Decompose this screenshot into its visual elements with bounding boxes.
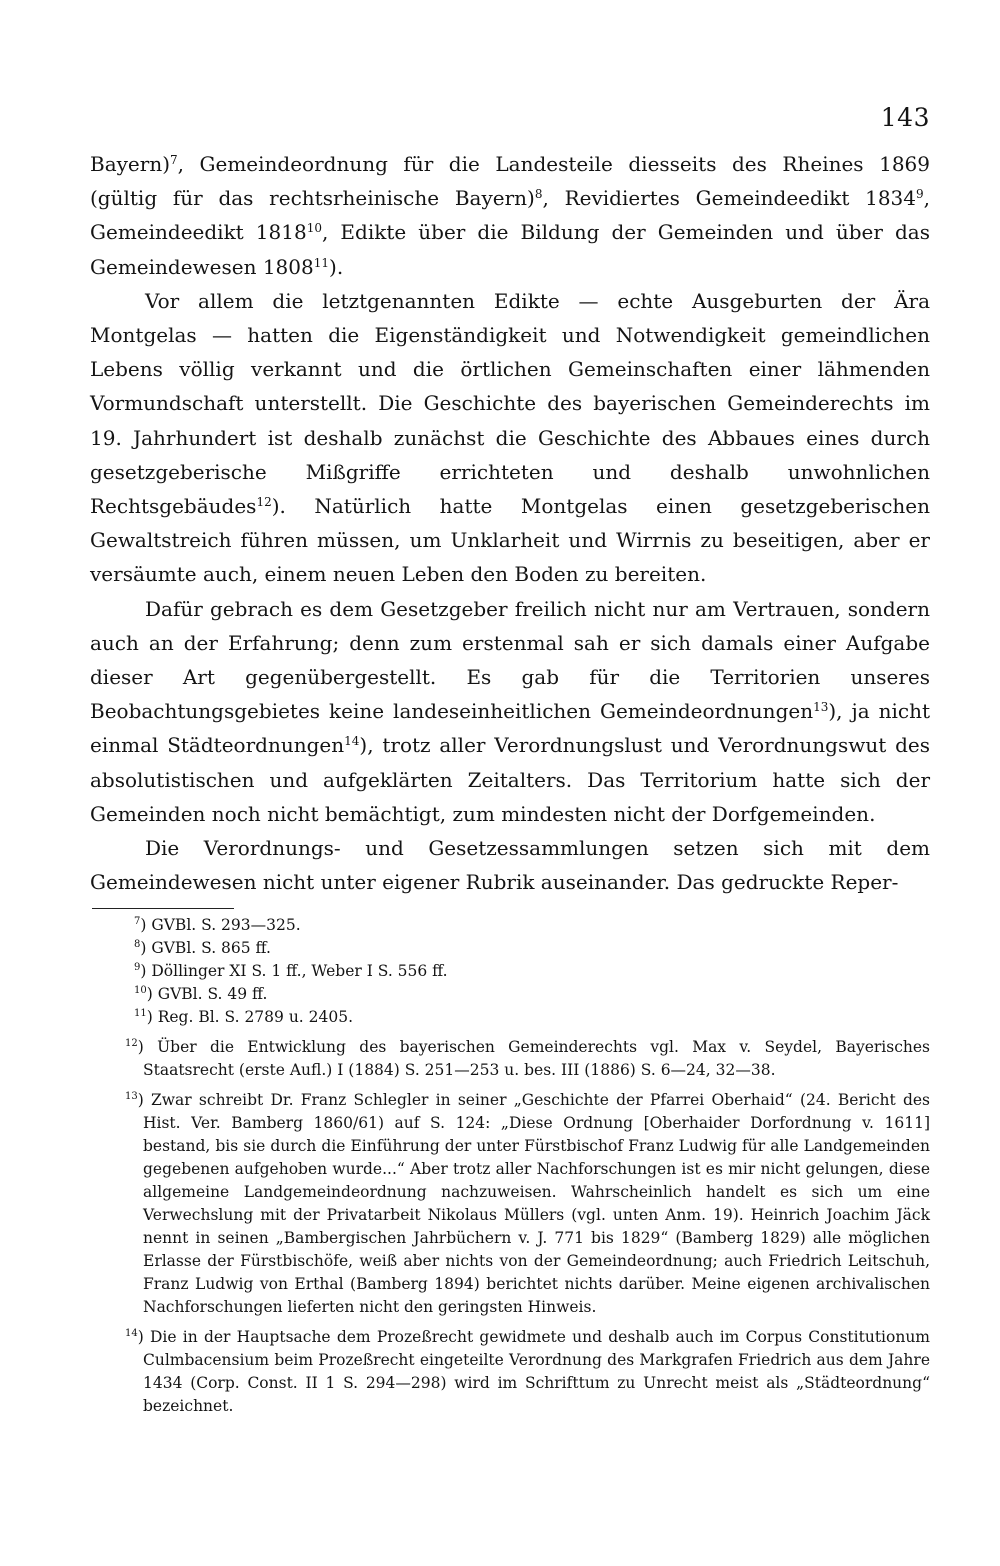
footnote-14: $^{14}$) Die in der Hauptsache dem Prozeßrecht gewidmete und deshalb auch im Corpus Constitutionum Culmbacensium beim Prozeßrecht eingeteilte Verordnung des Markgrafen Friedrich aus dem Jahre 1434 (Corp. Const. II 1 S. 294—298) wird im Schrifttum zu Unrecht meist als „Städteordnung“ bezeichnet.: [125, 1328, 930, 1415]
footnote-9: $^9$) Döllinger XI S. 1 ff., Weber I S. 556 ff.: [134, 962, 448, 980]
footnote-ref: 10: [306, 221, 322, 236]
footnote-11: $^{11}$) Reg. Bl. S. 2789 u. 2405.: [134, 1008, 354, 1026]
footnotes: [90, 914, 930, 1418]
paragraph-2: Vor allem die letztgenannten Edikte — echte Ausgeburten der Ära Montgelas — hatten die Eigenständigkeit und Notwendigkeit gemeindlichen Lebens völlig verkannt und die örtlichen Gemeinschaften einer lähmenden Vormundschaft unterstellt. Die Geschichte des bayerischen Gemeinderechts im 19. Jahrhundert ist deshalb zunächst die Geschichte des Abbaues eines durch gesetzgeberische Mißgriffe errichteten und deshalb unwohnlichen Rechtsgebäudes$^{12}$). Natürlich hatte Montgelas einen gesetzgeberischen Gewaltstreich führen müssen, um Unklarheit und Wirrnis zu beseitigen, aber er versäumte auch, einem neuen Leben den Boden zu bereiten.: [90, 288, 930, 587]
footnote-12: $^{12}$) Über die Entwicklung des bayerischen Gemeinderechts vgl. Max v. Seydel, Bayerisches Staatsrecht (erste Aufl.) I (1884) S. 251—253 u. bes. III (1886) S. 6—24, 32—38.: [125, 1038, 930, 1079]
footnote-ref: 11: [313, 255, 330, 270]
paragraph-1: Bayern)$^7$, Gemeindeordnung für die Landesteile diesseits des Rheines 1869 (gültig für das rechtsrheinische Bayern)$^8$, Revidiertes Gemeindeedikt 1834$^9$, Gemeindeedikt 1818$^{10}$, Edikte über die Bildung der Gemeinden und über das Gemeindewesen 1808$^{11}$).: [90, 152, 931, 279]
footnote-10: $^{10}$) GVBl. S. 49 ff.: [134, 985, 268, 1003]
footnote-13: $^{13}$) Zwar schreibt Dr. Franz Schlegler in seiner „Geschichte der Pfarrei Oberhaid“ (24. Bericht des Hist. Ver. Bamberg 1860/61) auf S. 124: „Diese Ordnung [Oberhaider Dorfordnung v. 1611] bestand, bis sie durch die Einführung der unter Fürstbischof Franz Ludwig für alle Landgemeinden gegebenen aufgehoben wurde...“ Aber trotz aller Nachforschungen ist es mir nicht gelungen, diese allgemeine Landgemeindeordnung nachzuweisen. Wahrscheinlich handelt es sich um eine Verwechslung mit der Privatarbeit Nikolaus Müllers (vgl. unten Anm. 19). Heinrich Joachim Jäck nennt in seinen „Bambergischen Jahrbüchern v. J. 771 bis 1829“ (Bamberg 1829) alle möglichen Erlasse der Fürstbischöfe, weiß aber nichts von der Gemeindeordnung; auch Friedrich Leitschuh, Franz Ludwig von Erthal (Bamberg 1894) berichtet nichts darüber. Meine eigenen archivalischen Nachforschungen lieferten nicht den geringsten Hinweis.: [125, 1091, 930, 1316]
footnote-ref: 9: [916, 187, 924, 202]
footnote-ref: 12: [256, 495, 272, 510]
paragraph-4: Die Verordnungs- und Gesetzessammlungen setzen sich mit dem Gemeindewesen nicht unter eigener Rubrik auseinander. Das gedruckte Reper-: [90, 836, 930, 895]
paragraph-3: Dafür gebrach es dem Gesetzgeber freilich nicht nur am Vertrauen, sondern auch an der Erfahrung; denn zum erstenmal sah er sich damals einer Aufgabe dieser Art gegenübergestellt. Es gab für die Territorien unseres Beobachtungsgebietes keine landeseinheitlichen Gemeindeordnungen$^{13}$), ja nicht einmal Städteordnungen$^{14}$), trotz aller Verordnungslust und Verordnungswut des absolutistischen und aufgeklärten Zeitalters. Das Territorium hatte sich der Gemeinden noch nicht bemächtigt, zum mindesten nicht der Dorfgemeinden.: [90, 596, 930, 826]
main-text: [90, 147, 930, 899]
page-number: 143: [880, 103, 930, 132]
footnote-ref: 7: [170, 153, 178, 167]
footnote-ref: 14: [344, 734, 360, 749]
footnote-8: $^8$) GVBl. S. 865 ff.: [134, 939, 271, 957]
footnote-ref: 8: [534, 187, 543, 202]
footnote-ref: 13: [813, 700, 829, 715]
footnote-7: $^7$) GVBl. S. 293—325.: [134, 916, 301, 934]
footnote-divider: [92, 908, 234, 909]
